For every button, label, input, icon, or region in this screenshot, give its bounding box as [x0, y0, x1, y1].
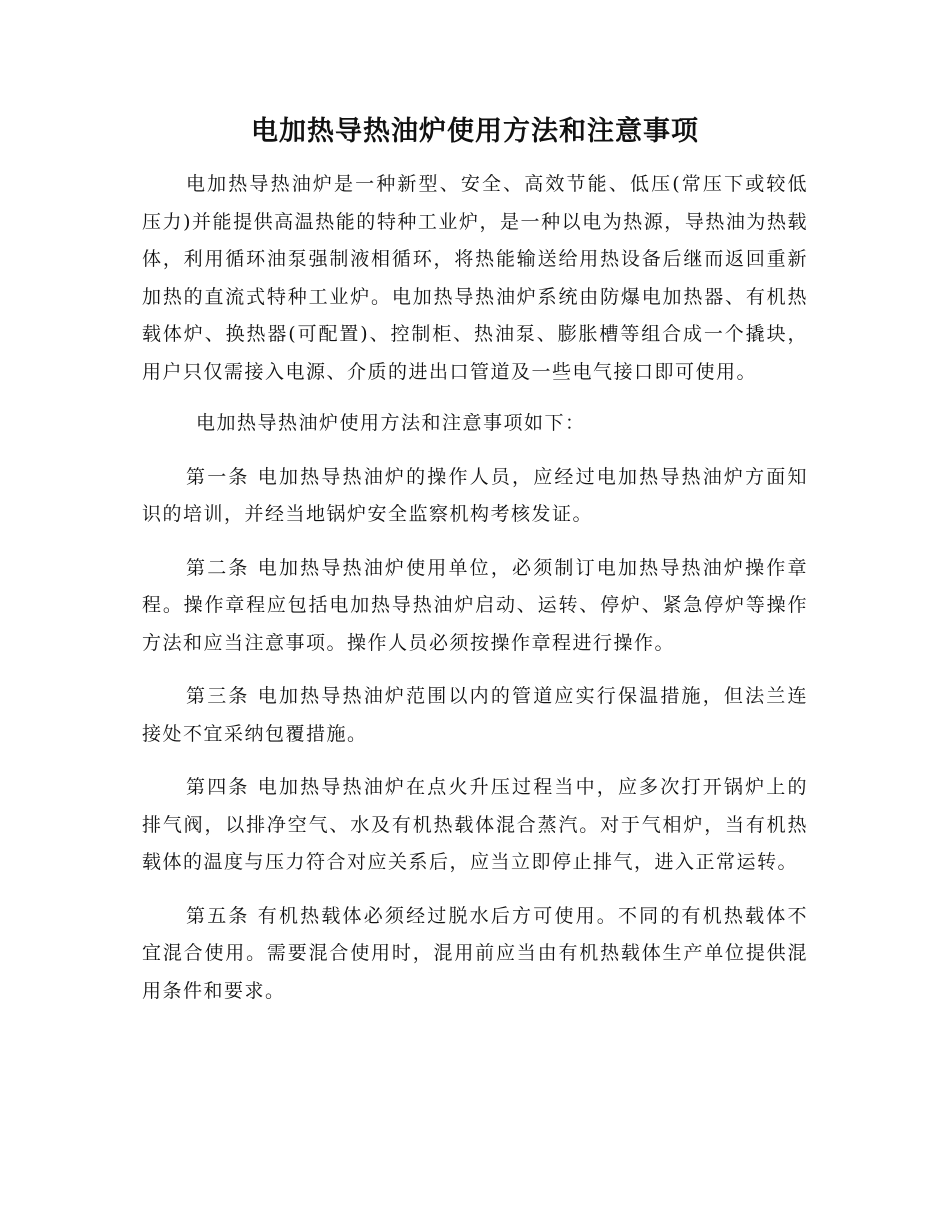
lead-paragraph: 电加热导热油炉使用方法和注意事项如下： [196, 412, 586, 434]
article-4: 第四条 电加热导热油炉在点火升压过程当中，应多次打开锅炉上的排气阀，以排净空气、水及有机热载体混合蒸汽。对于气相炉，当有机热载体的温度与压力符合对应关系后，应当立即停止排气，进入正常运转。 [142, 776, 808, 873]
article-1: 第一条 电加热导热油炉的操作人员，应经过电加热导热油炉方面知识的培训，并经当地锅炉安全监察机构考核发证。 [142, 465, 808, 525]
article-5: 第五条 有机热载体必须经过脱水后方可使用。不同的有机热载体不宜混合使用。需要混合使用时，混用前应当由有机热载体生产单位提供混用条件和要求。 [142, 904, 808, 1002]
article-3: 第三条 电加热导热油炉范围以内的管道应实行保温措施，但法兰连接处不宜采纳包覆措施。 [142, 685, 808, 745]
intro-paragraph: 电加热导热油炉是一种新型、安全、高效节能、低压(常压下或较低压力)并能提供高温热能的特种工业炉，是一种以电为热源，导热油为热载体，利用循环油泵强制液相循环，将热能输送给用热设备后继而返回重新加热的直流式特种工业炉。电加热导热油炉系统由防爆电加热器、有机热载体炉、换热器(可配置)、控制柜、热油泵、膨胀槽等组合成一个撬块，用户只仅需接入电源、介质的进出口管道及一些电气接口即可使用。 [142, 173, 808, 383]
article-2: 第二条 电加热导热油炉使用单位，必须制订电加热导热油炉操作章程。操作章程应包括电加热导热油炉启动、运转、停炉、紧急停炉等操作方法和应当注意事项。操作人员必须按操作章程进行操作。 [142, 556, 808, 654]
document-title: 电加热导热油炉使用方法和注意事项 [251, 116, 699, 147]
document-page [142, 112, 808, 1010]
